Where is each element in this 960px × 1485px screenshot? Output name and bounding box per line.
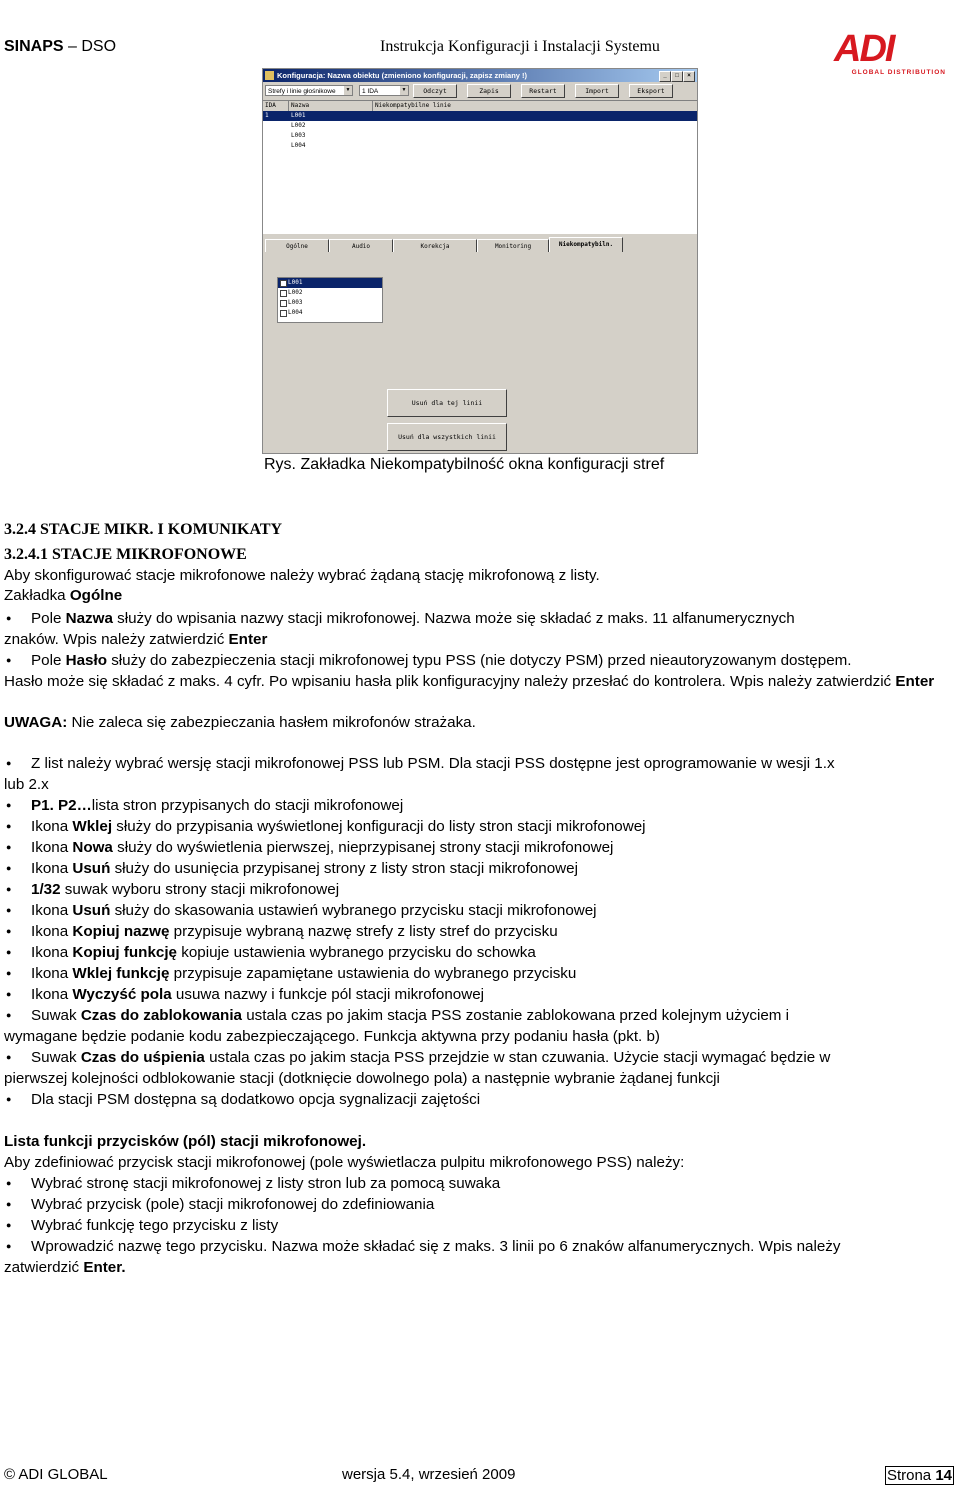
import-button[interactable]: Import: [575, 84, 619, 98]
tab-heading: [4, 586, 956, 606]
app-icon: [265, 71, 274, 80]
list-item: [4, 1194, 956, 1215]
category-value: Strefy i linie głośnikowe: [268, 88, 336, 95]
zones-list[interactable]: [263, 100, 697, 234]
text-bold: Usuń: [72, 902, 111, 919]
ida-dropdown[interactable]: [359, 85, 409, 96]
text: Ikona: [31, 902, 73, 919]
paragraph-cont: [4, 671, 956, 692]
list-item: [4, 608, 956, 629]
brand-rest: – DSO: [63, 38, 117, 55]
text: przypisuje wybraną nazwę strefy z listy stref do przycisku: [169, 923, 558, 940]
text: służy do zabezpieczenia stacji mikrofonowej typu PSS (nie dotyczy PSM) przed nieautoryzowanym dostępem.: [106, 652, 852, 669]
logo-subtext: GLOBAL DISTRIBUTION: [851, 69, 946, 76]
intro-paragraph: Aby skonfigurować stacje mikrofonowe należy wybrać żądaną stację mikrofonową z listy.: [4, 567, 600, 584]
text-bold: Wklej funkcję: [72, 965, 170, 982]
list-item: [4, 921, 956, 942]
tab-ogolne[interactable]: Ogólne: [265, 239, 329, 252]
subsection-heading: 3.2.4.1 STACJE MIKROFONOWE: [4, 546, 247, 563]
paragraph-cont: pierwszej kolejności odblokowanie stacji (dotknięcie dowolnego pola) a następnie wybranie żądanej funkcji: [4, 1070, 720, 1087]
list-item: [4, 1173, 956, 1194]
category-dropdown[interactable]: [265, 85, 353, 96]
text: służy do skasowania ustawień wybranego przycisku stacji mikrofonowej: [110, 902, 597, 919]
text: Pole: [31, 610, 66, 627]
text: Ikona: [31, 839, 73, 856]
column-ida[interactable]: IDA: [263, 101, 289, 111]
footer-company: © ADI GLOBAL: [4, 1466, 108, 1483]
text-bold: Nazwa: [65, 610, 113, 627]
text: Wprowadzić nazwę tego przycisku. Nazwa może składać się z maks. 3 linii po 6 znaków alfanumerycznych. Wpis należy: [31, 1238, 841, 1255]
warning-note: [4, 712, 956, 733]
page-label: Strona: [886, 1467, 936, 1484]
text-bold: Kopiuj nazwę: [72, 923, 170, 940]
list-item[interactable]: [263, 121, 697, 131]
list-item: [4, 1215, 956, 1236]
tab-bar: [263, 237, 697, 253]
text-bold: Hasło: [65, 652, 107, 669]
figure-caption: Rys. Zakładka Niekompatybilność okna konfiguracji stref: [264, 456, 665, 473]
functions-intro: Aby zdefiniować przycisk stacji mikrofonowej (pole wyświetlacza pulpitu mikrofonowego PSS) należy:: [4, 1154, 685, 1171]
list-item: [4, 816, 956, 837]
list-item: [4, 858, 956, 879]
list-item: [4, 1236, 956, 1257]
text: Ikona: [31, 944, 73, 961]
list-item: [4, 795, 956, 816]
text: lista stron przypisanych do stacji mikrofonowej: [91, 797, 404, 814]
row-nazwa: L002: [291, 122, 306, 129]
paragraph-cont: [4, 1257, 956, 1278]
list-item: [4, 1047, 956, 1068]
text: Wybrać przycisk (pole) stacji mikrofonowej do zdefiniowania: [31, 1196, 435, 1213]
list-item[interactable]: [263, 111, 697, 121]
text: służy do wyświetlenia pierwszej, nieprzypisanej strony stacji mikrofonowej: [112, 839, 614, 856]
minimize-icon[interactable]: _: [659, 71, 671, 82]
row-ida: 1: [265, 112, 269, 119]
text: suwak wyboru strony stacji mikrofonowej: [60, 881, 340, 898]
text: Dla stacji PSM dostępna są dodatkowo opcja sygnalizacji zajętości: [31, 1091, 481, 1108]
maximize-icon[interactable]: □: [671, 71, 683, 82]
remove-for-line-button[interactable]: Usuń dla tej linii: [387, 389, 507, 417]
tab-audio[interactable]: Audio: [329, 239, 393, 252]
list-item: [4, 837, 956, 858]
text: zatwierdzić: [4, 1259, 84, 1276]
chevron-down-icon: ▼: [345, 87, 351, 93]
checkbox[interactable]: [280, 290, 287, 297]
text: Suwak: [31, 1007, 81, 1024]
text: Ikona: [31, 860, 73, 877]
checklist-item[interactable]: [278, 288, 382, 298]
tab-korekcja[interactable]: Korekcja: [393, 239, 477, 252]
warning-label: UWAGA:: [4, 714, 68, 731]
warning-text: Nie zaleca się zabezpieczania hasłem mikrofonów strażaka.: [67, 714, 476, 731]
window-titlebar: [263, 69, 697, 82]
column-niekompatybilne[interactable]: Niekompatybilne linie: [375, 102, 451, 109]
text: służy do przypisania wyświetlonej konfiguracji do listy stron stacji mikrofonowej: [112, 818, 646, 835]
text: znaków. Wpis należy zatwierdzić: [4, 631, 229, 648]
page-footer: [4, 1466, 956, 1484]
text-bold: Czas do zablokowania: [80, 1007, 243, 1024]
page-num: 14: [935, 1467, 952, 1484]
tab-monitoring[interactable]: Monitoring: [477, 239, 549, 252]
tab-niekompatybilne[interactable]: Niekompatybiln.: [549, 237, 623, 252]
list-header: [263, 101, 697, 111]
text: Ikona: [31, 965, 73, 982]
checkbox[interactable]: [280, 280, 287, 287]
config-window-screenshot: [262, 68, 698, 454]
list-item: [4, 942, 956, 963]
list-item: [4, 963, 956, 984]
column-nazwa[interactable]: Nazwa: [289, 101, 373, 111]
checklist-item[interactable]: [278, 298, 382, 308]
document-title: Instrukcja Konfiguracji i Instalacji Systemu: [380, 38, 660, 55]
page-number: [885, 1466, 954, 1485]
row-nazwa: L001: [291, 112, 306, 119]
text-bold: Nowa: [72, 839, 113, 856]
text: służy do usunięcia przypisanej strony z listy stron stacji mikrofonowej: [110, 860, 578, 877]
text-bold: Enter: [895, 673, 935, 690]
text-bold: Wyczyść pola: [72, 986, 172, 1003]
text-bold: Enter.: [83, 1259, 126, 1276]
paragraph-cont: wymagane będzie podanie kodu zabezpieczającego. Funkcja aktywna przy podaniu hasła (pkt. b): [4, 1028, 660, 1045]
text: Suwak: [31, 1049, 81, 1066]
paragraph-cont: lub 2.x: [4, 776, 49, 793]
tab-name: Ogólne: [69, 587, 123, 604]
text: usuwa nazwy i funkcje pól stacji mikrofonowej: [171, 986, 485, 1003]
tab-label: Zakładka: [4, 587, 70, 604]
footer-version: wersja 5.4, wrzesień 2009: [342, 1466, 516, 1483]
checklist-label: L001: [288, 279, 303, 286]
text-bold: 1/32: [31, 881, 61, 898]
text: ustala czas po jakim stacja PSS przejdzie w stan czuwania. Użycie stacji wymagać będzie w: [204, 1049, 831, 1066]
list-item[interactable]: [263, 131, 697, 141]
paragraph-cont: [4, 629, 956, 650]
toolbar: [263, 82, 697, 100]
remove-for-all-button[interactable]: Usuń dla wszystkich linii: [387, 423, 507, 451]
list-item: [4, 1089, 956, 1110]
window-title: Konfiguracja: Nazwa obiektu (zmieniono konfiguracji, zapisz zmiany !): [277, 71, 528, 80]
text-bold: Kopiuj funkcję: [72, 944, 178, 961]
zapis-button[interactable]: Zapis: [467, 84, 511, 98]
text: Ikona: [31, 818, 73, 835]
restart-button[interactable]: Restart: [521, 84, 565, 98]
eksport-button[interactable]: Eksport: [629, 84, 673, 98]
text-bold: Enter: [228, 631, 268, 648]
text: Ikona: [31, 923, 73, 940]
checklist-label: L002: [288, 289, 303, 296]
close-icon[interactable]: ×: [683, 71, 695, 82]
checkbox[interactable]: [280, 300, 287, 307]
chevron-down-icon: ▼: [401, 87, 407, 93]
row-nazwa: L004: [291, 142, 306, 149]
list-item: [4, 879, 956, 900]
text: Pole: [31, 652, 66, 669]
brand-label: [4, 38, 116, 56]
checklist-label: L004: [288, 309, 303, 316]
list-item: [4, 1005, 956, 1026]
checklist-item[interactable]: [278, 278, 382, 288]
text-bold: Czas do uśpienia: [80, 1049, 205, 1066]
text: Ikona: [31, 986, 73, 1003]
main-content: [4, 519, 956, 1278]
logo-text: ADI: [834, 28, 894, 70]
text: Z list należy wybrać wersję stacji mikrofonowej PSS lub PSM. Dla stacji PSS dostępne jest oprogramowanie w wesji 1.x: [31, 755, 835, 772]
text: Wybrać stronę stacji mikrofonowej z listy stron lub za pomocą suwaka: [31, 1175, 501, 1192]
ida-value: 1 IDA: [362, 88, 379, 95]
text-bold: P1. P2…: [31, 797, 92, 814]
list-item: [4, 900, 956, 921]
list-item: [4, 753, 956, 774]
adi-logo: [834, 30, 946, 78]
text-bold: Wklej: [72, 818, 113, 835]
odczyt-button[interactable]: Odczyt: [413, 84, 457, 98]
text: ustala czas po jakim stacja PSS zostanie zablokowana przed kolejnym użyciem i: [242, 1007, 790, 1024]
list-item: [4, 984, 956, 1005]
checklist-item[interactable]: [278, 308, 382, 318]
brand-bold: SINAPS: [4, 38, 64, 55]
row-nazwa: L003: [291, 132, 306, 139]
section-heading: 3.2.4 STACJE MIKR. I KOMUNIKATY: [4, 521, 283, 538]
checkbox[interactable]: [280, 310, 287, 317]
text: Hasło może się składać z maks. 4 cyfr. Po wpisaniu hasła plik konfiguracyjny należy przesłać do kontrolera. Wpis należy zatwierdzić: [4, 673, 896, 690]
list-item[interactable]: [263, 141, 697, 151]
text: służy do wpisania nazwy stacji mikrofonowej. Nazwa może się składać z maks. 11 alfanumerycznych: [112, 610, 795, 627]
text: Wybrać funkcję tego przycisku z listy: [31, 1217, 279, 1234]
checklist-label: L003: [288, 299, 303, 306]
list-item: [4, 650, 956, 671]
text: przypisuje zapamiętane ustawienia do wybranego przycisku: [169, 965, 577, 982]
text: kopiuje ustawienia wybranego przycisku do schowka: [177, 944, 536, 961]
functions-heading: Lista funkcji przycisków (pól) stacji mikrofonowej.: [4, 1133, 367, 1150]
incompatible-lines-checklist[interactable]: [277, 277, 383, 323]
text-bold: Usuń: [72, 860, 111, 877]
